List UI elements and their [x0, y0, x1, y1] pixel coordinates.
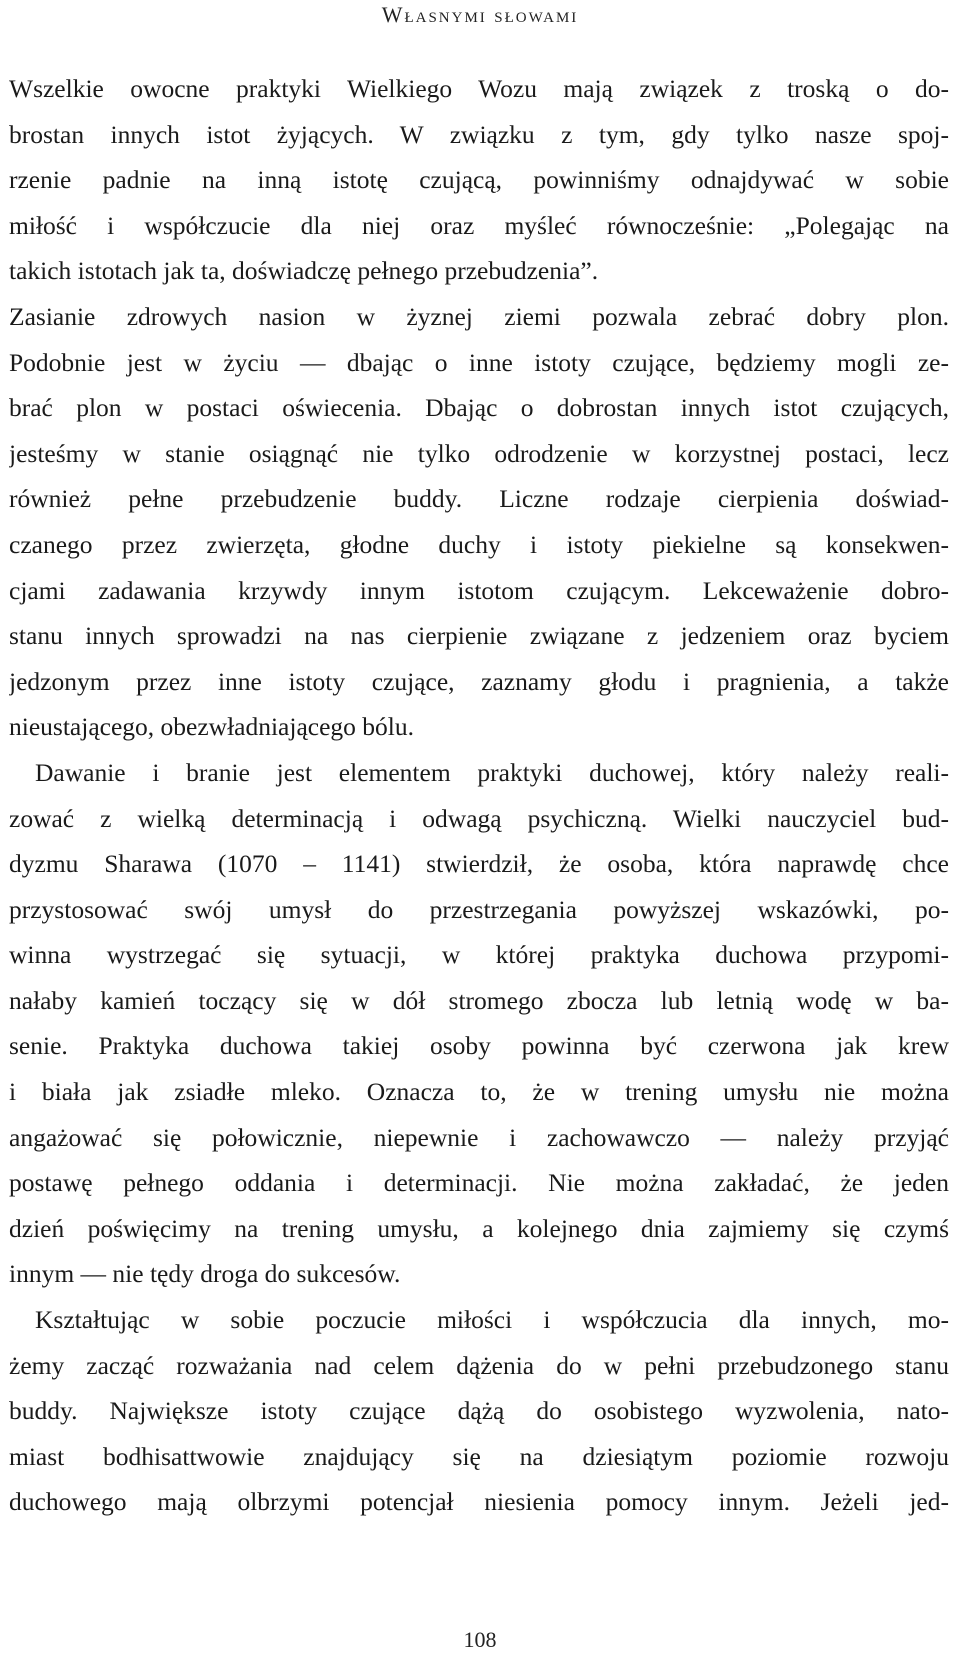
text-line: Dawanie i branie jest elementem praktyki duchowej, który należy reali-	[35, 757, 949, 787]
text-line: brostan innych istot żyjących. W związku z tym, gdy tylko nasze spoj-	[9, 119, 949, 149]
text-line: miast bodhisattwowie znajdujący się na dziesiątym poziomie rozwoju	[9, 1441, 949, 1471]
page-number: 108	[463, 1627, 497, 1652]
text-line: Kształtując w sobie poczucie miłości i współczucia dla innych, mo-	[35, 1305, 949, 1335]
text-line: dyzmu Sharawa (1070 – 1141) stwierdził, że osoba, która naprawdę chce	[9, 849, 949, 879]
text-line: postawę pełnego oddania i determinacji. Nie można zakładać, że jeden	[9, 1168, 949, 1198]
text-line: nieustającego, obezwładniającego bólu.	[9, 712, 414, 742]
text-line: brać plon w postaci oświecenia. Dbając o dobrostan innych istot czujących,	[9, 393, 949, 423]
text-line: senie. Praktyka duchowa takiej osoby powinna być czerwona jak krew	[9, 1031, 949, 1061]
text-line: jesteśmy w stanie osiągnąć nie tylko odrodzenie w korzystnej postaci, lecz	[9, 438, 949, 468]
text-line: i biała jak zsiadłe mleko. Oznacza to, że w trening umysłu nie można	[9, 1077, 949, 1107]
text-line: czanego przez zwierzęta, głodne duchy i istoty piekielne są konsekwen-	[9, 529, 949, 559]
text-line: buddy. Największe istoty czujące dążą do osobistego wyzwolenia, nato-	[9, 1396, 949, 1426]
text-line: angażować się połowicznie, niepewnie i zachowawczo — należy przyjąć	[9, 1122, 949, 1152]
text-line: dzień poświęcimy na trening umysłu, a kolejnego dnia zajmiemy się czymś	[9, 1213, 949, 1243]
text-line: jedzonym przez inne istoty czujące, zaznamy głodu i pragnienia, a także	[9, 666, 949, 696]
body-text	[9, 66, 949, 1525]
text-line: nałaby kamień toczący się w dół stromego zbocza lub letnią wodę w ba-	[9, 985, 949, 1015]
text-line: Zasianie zdrowych nasion w żyznej ziemi pozwala zebrać dobry plon.	[9, 301, 949, 331]
text-line: cjami zadawania krzywdy innym istotom czującym. Lekceważenie dobro-	[9, 575, 949, 605]
text-line: miłość i współczucie dla niej oraz myśleć równocześnie: „Polegając na	[9, 210, 949, 240]
text-line: żemy zacząć rozważania nad celem dążenia do w pełni przebudzonego stanu	[9, 1350, 949, 1380]
text-line: stanu innych sprowadzi na nas cierpienie związane z jedzeniem oraz byciem	[9, 621, 949, 651]
text-line: rzenie padnie na inną istotę czującą, powinniśmy odnajdywać w sobie	[9, 165, 949, 195]
text-line: Wszelkie owocne praktyki Wielkiego Wozu mają związek z troską o do-	[9, 74, 949, 103]
text-line: przystosować swój umysł do przestrzegania powyższej wskazówki, po-	[9, 894, 949, 924]
text-line: duchowego mają olbrzymi potencjał niesienia pomocy innym. Jeżeli jed-	[9, 1487, 949, 1517]
text-line: innym — nie tędy droga do sukcesów.	[9, 1259, 401, 1289]
text-line: takich istotach jak ta, doświadczę pełnego przebudzenia”.	[9, 256, 599, 286]
text-line: zować z wielką determinacją i odwagą psychiczną. Wielki nauczyciel bud-	[9, 803, 949, 833]
text-line: również pełne przebudzenie buddy. Liczne rodzaje cierpienia doświad-	[9, 484, 949, 514]
text-line: winna wystrzegać się sytuacji, w której praktyka duchowa przypomi-	[9, 940, 949, 970]
text-line: Podobnie jest w życiu — dbając o inne istoty czujące, będziemy mogli ze-	[9, 347, 949, 377]
running-head: Własnymi słowami	[381, 2, 579, 27]
